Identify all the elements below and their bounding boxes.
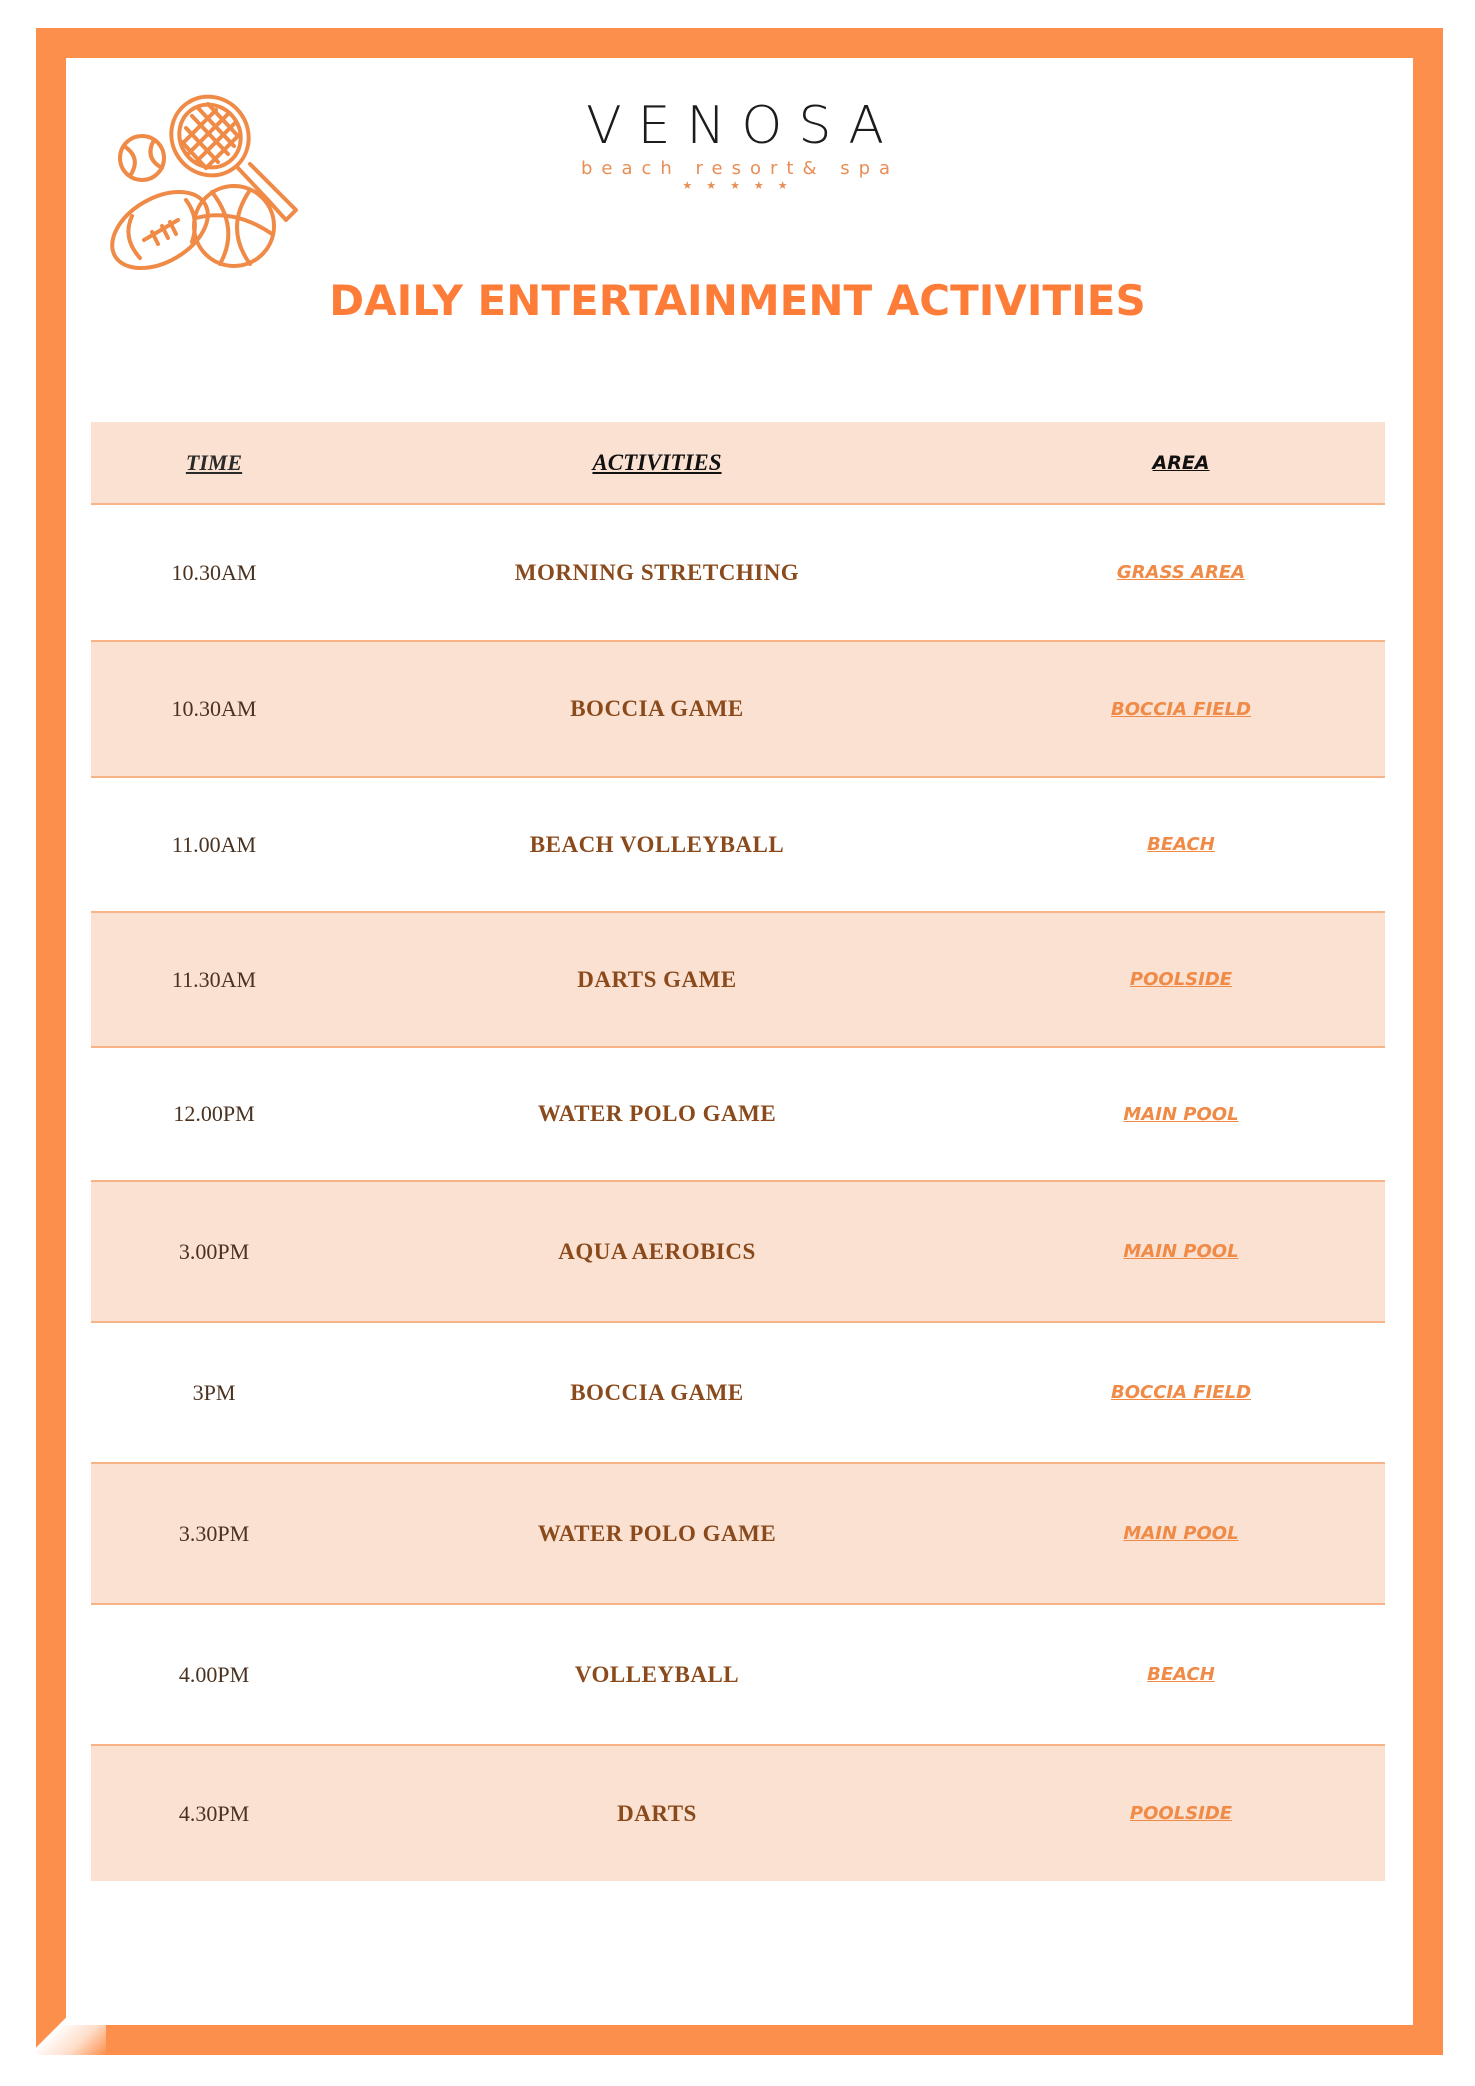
activity-cell: BOCCIA GAME xyxy=(570,1379,744,1405)
sports-balls-icon xyxy=(100,88,320,278)
time-cell: 3.30PM xyxy=(178,1520,250,1546)
time-cell: 10.30AM xyxy=(171,559,257,585)
table-header-row xyxy=(91,422,1385,504)
activity-cell: DARTS GAME xyxy=(577,966,737,992)
time-cell: 11.30AM xyxy=(171,966,257,992)
area-link[interactable]: BOCCIA FIELD xyxy=(1110,698,1252,720)
table-row xyxy=(91,1745,1385,1881)
header-area: AREA xyxy=(1152,451,1210,474)
area-link[interactable]: MAIN POOL xyxy=(1123,1523,1239,1544)
header-activities: ACTIVITIES xyxy=(592,449,722,475)
header-time: TIME xyxy=(185,449,243,475)
activity-cell: WATER POLO GAME xyxy=(537,1520,777,1546)
area-cell xyxy=(977,1322,1385,1463)
time-cell: 12.00PM xyxy=(173,1101,255,1126)
table-row xyxy=(91,641,1385,777)
area-cell xyxy=(977,777,1385,912)
area-cell xyxy=(977,1047,1385,1181)
time-cell: 3.00PM xyxy=(178,1238,250,1264)
activity-cell: VOLLEYBALL xyxy=(574,1661,740,1687)
table-row xyxy=(91,504,1385,641)
area-cell xyxy=(977,1181,1385,1322)
area-link[interactable]: GRASS AREA xyxy=(1116,562,1246,583)
area-link[interactable]: BEACH xyxy=(1147,834,1215,855)
activity-cell: MORNING STRETCHING xyxy=(514,559,800,585)
table-row xyxy=(91,1463,1385,1604)
activity-cell: BEACH VOLLEYBALL xyxy=(529,831,785,857)
table-row xyxy=(91,912,1385,1047)
page-title: DAILY ENTERTAINMENT ACTIVITIES xyxy=(329,276,1146,325)
area-cell xyxy=(977,504,1385,641)
table-row xyxy=(91,1181,1385,1322)
activity-cell: DARTS xyxy=(617,1800,697,1826)
area-link[interactable]: POOLSIDE xyxy=(1129,969,1233,990)
area-link[interactable]: MAIN POOL xyxy=(1123,1103,1239,1125)
area-cell xyxy=(977,641,1385,777)
table-row xyxy=(91,1047,1385,1181)
area-link[interactable]: MAIN POOL xyxy=(1123,1241,1239,1262)
area-link[interactable]: BEACH xyxy=(1147,1664,1215,1685)
area-link[interactable]: BOCCIA FIELD xyxy=(1110,1382,1252,1403)
resort-logo xyxy=(560,96,910,192)
area-link[interactable]: POOLSIDE xyxy=(1129,1803,1233,1824)
area-cell xyxy=(977,912,1385,1047)
activity-cell: WATER POLO GAME xyxy=(537,1101,777,1126)
area-cell xyxy=(977,1745,1385,1881)
logo-wordmark: VENOSA xyxy=(586,96,900,156)
logo-tagline: beach resort& spa xyxy=(580,158,900,179)
area-cell xyxy=(977,1604,1385,1745)
activity-cell: AQUA AEROBICS xyxy=(558,1238,756,1264)
time-cell: 4.00PM xyxy=(178,1661,250,1687)
table-row xyxy=(91,1322,1385,1463)
time-cell: 10.30AM xyxy=(171,696,257,721)
time-cell: 11.00AM xyxy=(171,831,257,857)
logo-stars: ★★★★★ xyxy=(682,179,802,192)
time-cell: 3PM xyxy=(192,1379,236,1405)
area-cell xyxy=(977,1463,1385,1604)
table-row xyxy=(91,1604,1385,1745)
activities-table xyxy=(91,422,1385,1881)
table-row xyxy=(91,777,1385,912)
activity-cell: BOCCIA GAME xyxy=(570,696,744,721)
time-cell: 4.30PM xyxy=(178,1800,250,1826)
